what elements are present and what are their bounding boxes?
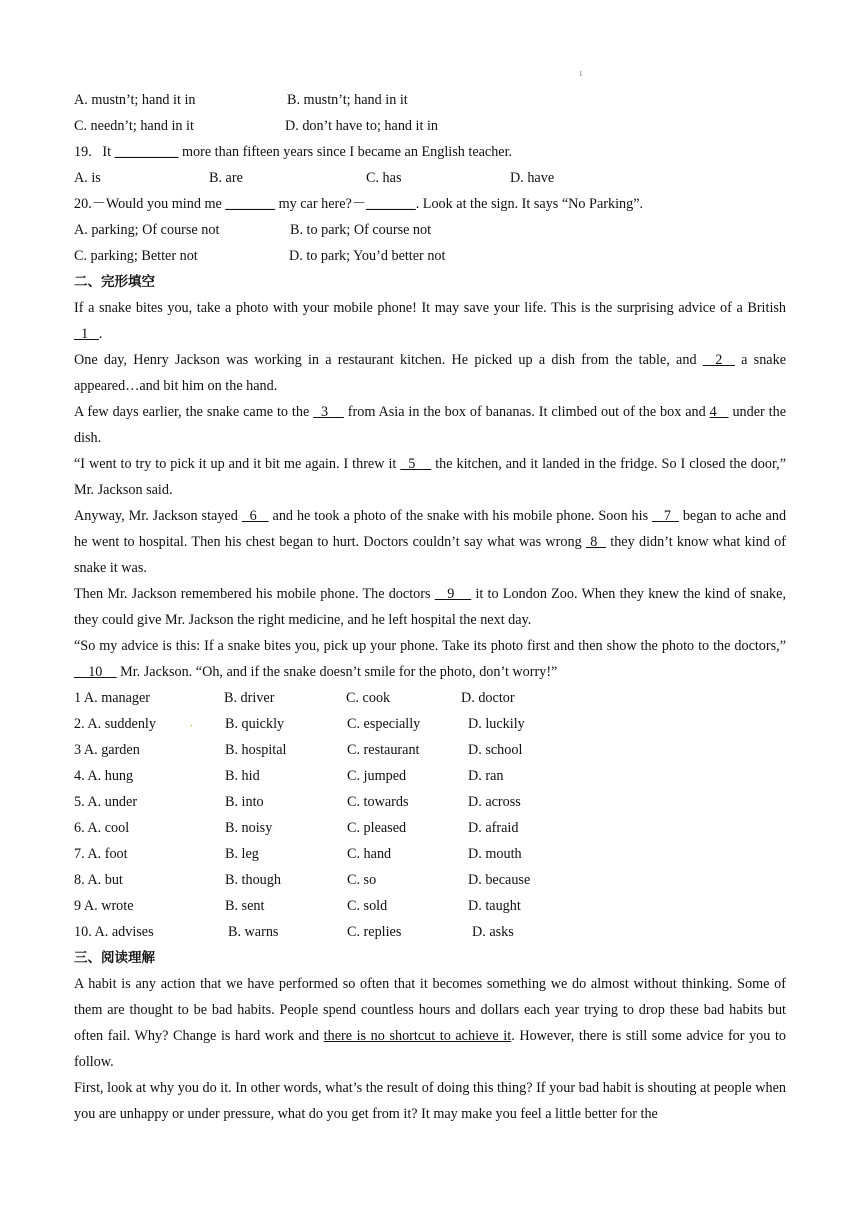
cloze-p7-text: “So my advice is this: If a snake bites you, pick up your phone. Take its photo first and then show the photo to the doctors,” [74,638,786,654]
cloze-blank-4: 4 [709,404,729,420]
cloze-blank-2: 2 [702,352,735,368]
answer-option-b: B. sent [225,898,265,914]
q19-options [74,165,786,191]
underlined-phrase: there is no shortcut to achieve it [323,1028,512,1044]
answer-option-c: C. pleased [347,820,407,836]
q19-option-c: C. has [366,170,402,186]
cloze-p3-text-3: under the dish. [74,404,787,446]
cloze-paragraph-6 [74,581,786,633]
q20-option-a: A. parking; Of course not [74,222,220,238]
q20-options-row-1 [74,217,786,243]
cloze-answer-row [74,919,786,945]
q19-stem-text-2: more than fifteen years since I became an English teacher. [178,144,513,160]
document-content [74,87,786,1127]
cloze-answer-row [74,685,786,711]
cloze-answer-row [74,815,786,841]
answer-option-b: B. leg [225,846,259,862]
answer-option-c: C. sold [347,898,388,914]
answer-option-a: 7. A. foot [74,846,128,862]
q20-option-d: D. to park; You’d better not [289,248,446,264]
answer-option-a: 4. A. hung [74,768,134,784]
cloze-p2-text: One day, Henry Jackson was working in a restaurant kitchen. He picked up a dish from the table, and [74,352,703,368]
cloze-p1-text: If a snake bites you, take a photo with your mobile phone! It may save your life. This is the surprising advice of a British [74,300,786,316]
cloze-blank-6: 6 [241,508,269,524]
cloze-paragraph-7 [74,633,786,685]
answer-option-b: B. noisy [225,820,273,836]
answer-option-c: C. hand [347,846,392,862]
answer-option-c: C. towards [347,794,409,810]
answer-option-b: B. quickly [225,716,285,732]
answer-option-a: 9 A. wrote [74,898,134,914]
cloze-answer-row [74,763,786,789]
q18-option-a: A. mustn’t; hand it in [74,92,196,108]
cloze-p3-text-2: from Asia in the box of bananas. It climbed out of the box and [343,404,710,420]
cloze-p5-text-3: began to ache and he went to hospital. Then his chest began to hurt. Doctors couldn’t say what was wrong [74,508,787,550]
answer-option-b: B. though [225,872,281,888]
q20-option-c: C. parking; Better not [74,248,198,264]
answer-option-b: B. hospital [225,742,287,758]
cloze-answer-row [74,841,786,867]
q19-option-a: A. is [74,170,101,186]
answer-option-b: B. into [225,794,264,810]
q19-stem-text: 19. It [74,144,115,160]
answer-option-d: D. doctor [461,690,515,706]
cloze-blank-1: 1 [74,326,99,342]
q19-stem [74,139,786,165]
answer-option-d: D. taught [468,898,521,914]
q20-blank-1: _______ [225,196,276,212]
answer-option-d: D. ran [468,768,504,784]
section-heading-reading: 三、阅读理解 [74,950,155,966]
q18-option-c: C. needn’t; hand in it [74,118,194,134]
cloze-blank-5: 5 [400,456,432,472]
reading-paragraph-1 [74,971,786,1075]
q18-option-b: B. mustn’t; hand in it [287,92,408,108]
q18-option-d: D. don’t have to; hand it in [285,118,439,134]
answer-option-d: D. asks [472,924,514,940]
answer-option-d: D. across [468,794,521,810]
cloze-paragraph-1 [74,295,786,347]
q18-options-row-2 [74,113,786,139]
cloze-blank-8: 8 [585,534,606,550]
cloze-answer-row [74,867,786,893]
cloze-p5-text: Anyway, Mr. Jackson stayed [74,508,242,524]
q19-option-b: B. are [209,170,243,186]
cloze-paragraph-4 [74,451,786,503]
q18-options-row-1 [74,87,786,113]
cloze-paragraph-2 [74,347,786,399]
reading-p1-text: A habit is any action that we have performed so often that it becomes something we do almost without thinking. Some of them are thought to be bad habits. People spend countless hours and dollars each year trying to drop these bad habits but often fail. Why? Change is hard work and [74,976,786,1044]
answer-option-c: C. jumped [347,768,407,784]
q20-option-b: B. to park; Of course not [290,222,432,238]
q20-stem [74,191,786,217]
cloze-blank-9: 9 [434,586,472,602]
cloze-paragraph-3 [74,399,786,451]
answer-option-d: D. afraid [468,820,519,836]
cloze-p5-text-4: they didn’t know what kind of snake it was. [74,534,786,576]
cloze-p6-text: Then Mr. Jackson remembered his mobile phone. The doctors [74,586,435,602]
q20-stem-text: 20.－Would you mind me [74,196,226,212]
cloze-answer-row [74,737,786,763]
answer-option-a: 10. A. advises [74,924,154,940]
answer-option-a: 1 A. manager [74,690,151,706]
cloze-p5-text-2: and he took a photo of the snake with his mobile phone. Soon his [268,508,653,524]
cloze-paragraph-5 [74,503,786,581]
q20-stem-text-2: my car here?－ [275,196,367,212]
cloze-p6-text-2: it to London Zoo. When they knew the kind of snake, they could give Mr. Jackson the right medicine, and he left hospital the next day. [74,586,786,628]
answer-option-b: B. driver [224,690,275,706]
answer-option-c: C. especially [347,716,421,732]
q20-options-row-2 [74,243,786,269]
answer-option-d: D. school [468,742,523,758]
cloze-blank-3: 3 [313,404,344,420]
section-heading-cloze: 二、完形填空 [74,274,155,290]
cloze-answer-row [74,711,786,737]
cloze-p1-text-2: . [98,326,103,342]
q20-stem-text-3: . Look at the sign. It says “No Parking”. [415,196,644,212]
cloze-p2-text-2: a snake appeared…and bit him on the hand. [74,352,786,394]
cloze-p7-text-2: Mr. Jackson. “Oh, and if the snake doesn’t smile for the photo, don’t worry!” [116,664,558,680]
answer-option-b: B. hid [225,768,260,784]
answer-option-c: C. replies [347,924,402,940]
cloze-blank-7: 7 [652,508,679,524]
answer-option-c: C. so [347,872,377,888]
cloze-p4-text: “I went to try to pick it up and it bit me again. I threw it [74,456,401,472]
q19-option-d: D. have [510,170,555,186]
answer-option-d: D. mouth [468,846,522,862]
cloze-p4-text-2: the kitchen, and it landed in the fridge. So I closed the door,” Mr. Jackson said. [74,456,786,498]
page-number: 1 [579,70,583,78]
answer-option-a: 5. A. under [74,794,138,810]
reading-paragraph-2: First, look at why you do it. In other words, what’s the result of doing this thing? If your bad habit is shouting at people when you are unhappy or under pressure, what do you get from it? It may make you feel a little better for the [74,1080,786,1122]
answer-option-c: C. restaurant [347,742,420,758]
answer-option-a: 8. A. but [74,872,123,888]
answer-option-d: D. because [468,872,531,888]
stray-mark: . [190,718,193,729]
cloze-p3-text: A few days earlier, the snake came to the [74,404,314,420]
answer-option-a: 6. A. cool [74,820,130,836]
answer-option-a: 3 A. garden [74,742,140,758]
reading-p1-text-2: . However, there is still some advice for you to follow. [74,1028,787,1070]
answer-option-d: D. luckily [468,716,525,732]
answer-option-a: 2. A. suddenly [74,716,156,732]
cloze-answer-row [74,893,786,919]
answer-option-c: C. cook [346,690,391,706]
answer-option-b: B. warns [228,924,279,940]
cloze-blank-10: 10 [74,664,117,680]
q20-blank-2: _______ [366,196,416,212]
cloze-answer-row [74,789,786,815]
q19-blank: _________ [114,144,179,160]
